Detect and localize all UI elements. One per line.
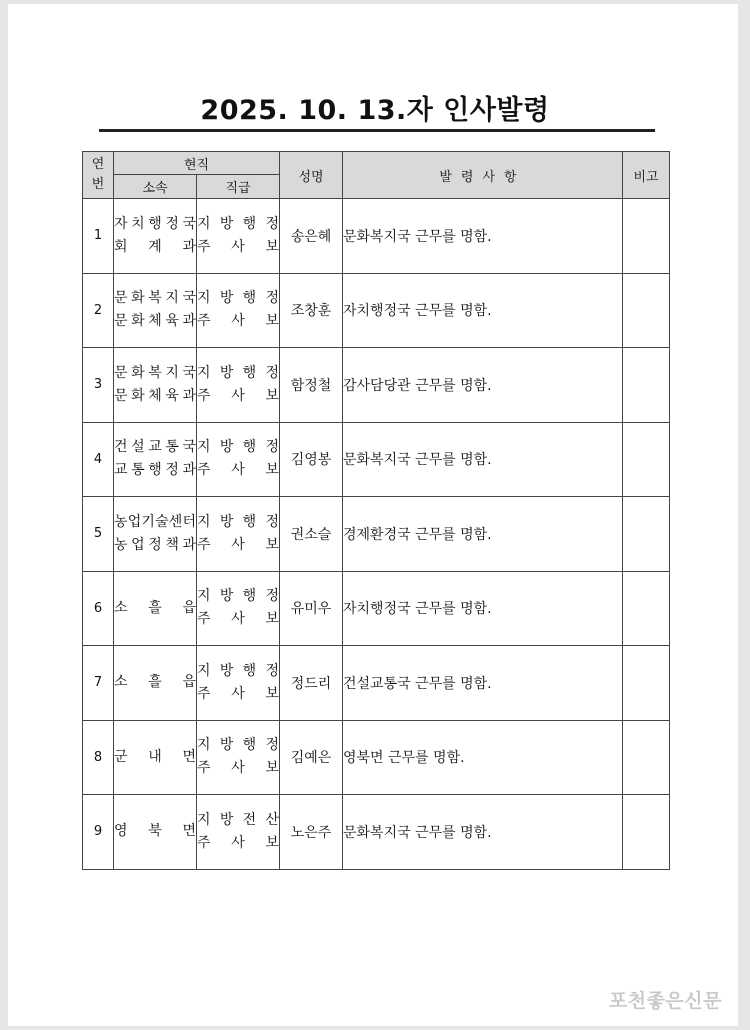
affiliation-cell <box>114 348 197 423</box>
rank-line: 지 방 행 정 <box>197 215 279 232</box>
header-rank: 직급 <box>197 175 280 199</box>
rank-line: 지 방 행 정 <box>197 737 279 754</box>
row-number: 3 <box>83 348 114 423</box>
table-row <box>83 422 670 497</box>
table-row <box>83 646 670 721</box>
order-text: 문화복지국 근무를 명함. <box>343 795 623 870</box>
affiliation-cell <box>114 720 197 795</box>
affiliation-cell <box>114 795 197 870</box>
affiliation-cell <box>114 497 197 572</box>
rank-line: 주 사 보 <box>197 760 279 777</box>
table-row <box>83 571 670 646</box>
order-text: 영북면 근무를 명함. <box>343 720 623 795</box>
rank-cell <box>197 273 280 348</box>
affiliation-cell <box>114 273 197 348</box>
note-cell <box>623 720 670 795</box>
row-number: 9 <box>83 795 114 870</box>
rank-line: 주 사 보 <box>197 834 279 851</box>
row-number: 7 <box>83 646 114 721</box>
row-number: 4 <box>83 422 114 497</box>
header-affiliation: 소속 <box>114 175 197 199</box>
person-name: 함정철 <box>280 348 343 423</box>
affiliation-line: 문 화 복 지 국 <box>114 364 196 381</box>
note-cell <box>623 646 670 721</box>
rank-line: 지 방 행 정 <box>197 290 279 307</box>
person-name: 김영봉 <box>280 422 343 497</box>
person-name: 정드리 <box>280 646 343 721</box>
person-name: 김예은 <box>280 720 343 795</box>
header-name: 성명 <box>280 152 343 199</box>
table-row <box>83 497 670 572</box>
row-number: 6 <box>83 571 114 646</box>
row-number: 8 <box>83 720 114 795</box>
table-body <box>83 199 670 870</box>
person-name: 노은주 <box>280 795 343 870</box>
affiliation-cell <box>114 646 197 721</box>
note-cell <box>623 422 670 497</box>
order-text: 감사담당관 근무를 명함. <box>343 348 623 423</box>
rank-cell <box>197 646 280 721</box>
table-row <box>83 273 670 348</box>
header-current: 현직 <box>114 152 280 175</box>
personnel-order-table <box>82 151 670 870</box>
affiliation-cell <box>114 571 197 646</box>
affiliation-line: 교 통 행 정 과 <box>114 462 196 479</box>
note-cell <box>623 571 670 646</box>
title-underline <box>99 129 655 132</box>
header-seq-line2: 번 <box>91 177 105 192</box>
rank-cell <box>197 720 280 795</box>
rank-line: 주 사 보 <box>197 685 279 702</box>
table-row <box>83 795 670 870</box>
note-cell <box>623 199 670 274</box>
note-cell <box>623 273 670 348</box>
row-number: 1 <box>83 199 114 274</box>
rank-cell <box>197 795 280 870</box>
affiliation-line: 회 계 과 <box>114 238 196 255</box>
rank-line: 지 방 행 정 <box>197 439 279 456</box>
newspaper-watermark: 포천좋은신문 <box>608 990 722 1012</box>
order-text: 문화복지국 근무를 명함. <box>343 422 623 497</box>
rank-cell <box>197 348 280 423</box>
rank-line: 주 사 보 <box>197 611 279 628</box>
rank-line: 주 사 보 <box>197 536 279 553</box>
rank-cell <box>197 571 280 646</box>
rank-line: 지 방 행 정 <box>197 662 279 679</box>
affiliation-line: 소 흘 읍 <box>114 674 196 691</box>
table-row <box>83 199 670 274</box>
table-row <box>83 348 670 423</box>
order-text: 문화복지국 근무를 명함. <box>343 199 623 274</box>
rank-cell <box>197 199 280 274</box>
note-cell <box>623 795 670 870</box>
affiliation-line: 문 화 체 육 과 <box>114 387 196 404</box>
rank-line: 주 사 보 <box>197 238 279 255</box>
header-note: 비고 <box>623 152 670 199</box>
rank-line: 지 방 행 정 <box>197 364 279 381</box>
affiliation-cell <box>114 422 197 497</box>
affiliation-line: 군 내 면 <box>114 748 196 765</box>
affiliation-line: 소 흘 읍 <box>114 599 196 616</box>
row-number: 2 <box>83 273 114 348</box>
note-cell <box>623 497 670 572</box>
rank-line: 지 방 전 산 <box>197 811 279 828</box>
order-text: 자치행정국 근무를 명함. <box>343 273 623 348</box>
row-number: 5 <box>83 497 114 572</box>
rank-line: 주 사 보 <box>197 387 279 404</box>
rank-line: 주 사 보 <box>197 462 279 479</box>
affiliation-line: 문 화 체 육 과 <box>114 313 196 330</box>
note-cell <box>623 348 670 423</box>
affiliation-line: 문 화 복 지 국 <box>114 290 196 307</box>
document-title: 2025. 10. 13.자 인사발령 <box>200 95 550 126</box>
affiliation-cell <box>114 199 197 274</box>
person-name: 조창훈 <box>280 273 343 348</box>
order-text: 경제환경국 근무를 명함. <box>343 497 623 572</box>
person-name: 송은혜 <box>280 199 343 274</box>
header-seq <box>83 152 114 199</box>
rank-line: 주 사 보 <box>197 313 279 330</box>
person-name: 유미우 <box>280 571 343 646</box>
affiliation-line: 농 업 정 책 과 <box>114 536 196 553</box>
affiliation-line: 건 설 교 통 국 <box>114 439 196 456</box>
rank-cell <box>197 422 280 497</box>
header-order: 발령사항 <box>343 152 623 199</box>
header-seq-line1: 연 <box>91 157 105 172</box>
rank-cell <box>197 497 280 572</box>
affiliation-line: 영 북 면 <box>114 823 196 840</box>
order-text: 자치행정국 근무를 명함. <box>343 571 623 646</box>
rank-line: 지 방 행 정 <box>197 588 279 605</box>
table-row <box>83 720 670 795</box>
rank-line: 지 방 행 정 <box>197 513 279 530</box>
person-name: 권소슬 <box>280 497 343 572</box>
affiliation-line: 농 업 기 술 센 터 <box>114 513 196 530</box>
order-text: 건설교통국 근무를 명함. <box>343 646 623 721</box>
affiliation-line: 자 치 행 정 국 <box>114 215 196 232</box>
